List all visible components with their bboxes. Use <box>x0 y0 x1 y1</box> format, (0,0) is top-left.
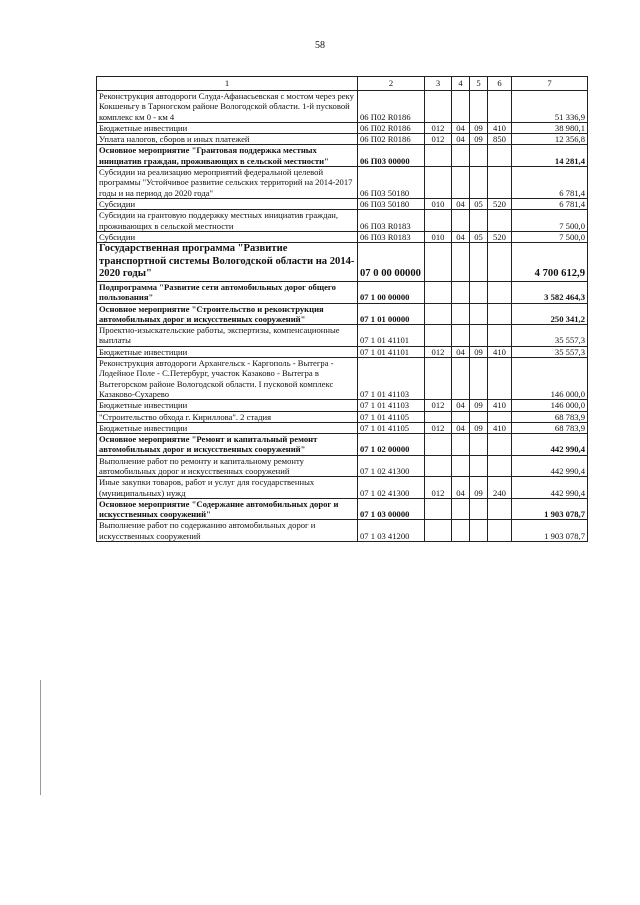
row-col4 <box>452 91 470 123</box>
row-amount: 35 557,3 <box>512 346 588 357</box>
row-col5: 09 <box>470 400 488 411</box>
row-col3 <box>425 411 452 422</box>
row-col5 <box>470 281 488 303</box>
row-col4 <box>452 145 470 167</box>
table-row <box>97 411 588 422</box>
row-col5: 09 <box>470 134 488 145</box>
row-col3 <box>425 498 452 520</box>
row-code: 06 П02 R0186 <box>358 122 425 133</box>
row-col4: 04 <box>452 122 470 133</box>
row-col4: 04 <box>452 198 470 209</box>
row-col4 <box>452 358 470 400</box>
row-code: 06 П03 R0183 <box>358 231 425 242</box>
row-amount: 68 783,9 <box>512 411 588 422</box>
row-col5 <box>470 210 488 232</box>
row-col6: 520 <box>488 198 512 209</box>
row-col6: 410 <box>488 422 512 433</box>
row-col4 <box>452 281 470 303</box>
row-name: Основное мероприятие "Строительство и реконструкция автомобильных дорог и искусственных сооружений" <box>97 303 358 325</box>
budget-table <box>96 76 588 542</box>
table-row-section <box>97 498 588 520</box>
row-code: 07 1 01 41101 <box>358 325 425 347</box>
row-col5: 09 <box>470 422 488 433</box>
row-col4 <box>452 167 470 199</box>
row-col4: 04 <box>452 477 470 499</box>
row-col3 <box>425 210 452 232</box>
table-row-section <box>97 434 588 456</box>
table-row <box>97 91 588 123</box>
row-name: Субсидии на реализацию мероприятий федеральной целевой программы "Устойчивое развитие сельских территорий на 2014-2017 годы и на период до 2020 года" <box>97 167 358 199</box>
row-name: Субсидии <box>97 231 358 242</box>
row-col6 <box>488 411 512 422</box>
row-col5 <box>470 303 488 325</box>
row-col6: 850 <box>488 134 512 145</box>
row-amount: 1 903 078,7 <box>512 498 588 520</box>
row-col3: 012 <box>425 477 452 499</box>
header-col-6: 6 <box>488 77 512 91</box>
row-col6 <box>488 455 512 477</box>
row-col5: 09 <box>470 477 488 499</box>
row-code: 07 1 03 41200 <box>358 520 425 542</box>
row-code: 07 1 03 00000 <box>358 498 425 520</box>
row-col6 <box>488 145 512 167</box>
row-name: Основное мероприятие "Ремонт и капитальный ремонт автомобильных дорог и искусственных сооружений" <box>97 434 358 456</box>
row-col3: 012 <box>425 346 452 357</box>
table-row-section <box>97 145 588 167</box>
row-col5 <box>470 434 488 456</box>
row-col5 <box>470 498 488 520</box>
row-amount: 442 990,4 <box>512 455 588 477</box>
table-row <box>97 198 588 209</box>
row-col3 <box>425 303 452 325</box>
row-col4 <box>452 520 470 542</box>
table-row <box>97 400 588 411</box>
row-code: 07 1 01 00000 <box>358 303 425 325</box>
row-col4: 04 <box>452 134 470 145</box>
row-name: Проектно-изыскательские работы, экспертизы, компенсационные выплаты <box>97 325 358 347</box>
row-amount: 14 281,4 <box>512 145 588 167</box>
row-code: 07 1 02 41300 <box>358 455 425 477</box>
table-row <box>97 520 588 542</box>
row-col3: 010 <box>425 231 452 242</box>
row-col4 <box>452 303 470 325</box>
header-col-2: 2 <box>358 77 425 91</box>
row-name: Бюджетные инвестиции <box>97 422 358 433</box>
row-col3: 012 <box>425 134 452 145</box>
row-amount: 35 557,3 <box>512 325 588 347</box>
margin-line <box>40 680 41 795</box>
row-col4 <box>452 455 470 477</box>
row-col5 <box>470 243 488 282</box>
row-col4 <box>452 411 470 422</box>
row-amount: 38 980,1 <box>512 122 588 133</box>
row-col5: 05 <box>470 198 488 209</box>
table-row <box>97 325 588 347</box>
row-col6 <box>488 243 512 282</box>
row-col3 <box>425 520 452 542</box>
row-name: Реконструкция автодороги Архангельск - Каргополь - Вытегра - Лодейное Поле - С.Петербург, участок Казаково - Вытегра в Вытегорском районе Вологодской области. I пусковой комплекс Казаково-Сухарево <box>97 358 358 400</box>
table-row <box>97 422 588 433</box>
row-col3 <box>425 281 452 303</box>
row-amount: 6 781,4 <box>512 167 588 199</box>
table-row <box>97 231 588 242</box>
row-code: 06 П03 R0183 <box>358 210 425 232</box>
table-row <box>97 455 588 477</box>
row-amount: 7 500,0 <box>512 231 588 242</box>
row-col4: 04 <box>452 422 470 433</box>
table-header-row <box>97 77 588 91</box>
table-row-program <box>97 243 588 282</box>
row-col6 <box>488 91 512 123</box>
row-col5 <box>470 411 488 422</box>
row-col4 <box>452 325 470 347</box>
header-col-4: 4 <box>452 77 470 91</box>
row-code: 07 1 02 00000 <box>358 434 425 456</box>
table-row-section <box>97 281 588 303</box>
row-col5: 09 <box>470 346 488 357</box>
row-col3 <box>425 243 452 282</box>
row-col4 <box>452 210 470 232</box>
row-amount: 12 356,8 <box>512 134 588 145</box>
row-col3: 012 <box>425 422 452 433</box>
row-col6 <box>488 281 512 303</box>
row-col6: 520 <box>488 231 512 242</box>
table-row <box>97 358 588 400</box>
row-name: Выполнение работ по содержанию автомобильных дорог и искусственных сооружений <box>97 520 358 542</box>
row-code: 07 1 02 41300 <box>358 477 425 499</box>
row-col5 <box>470 358 488 400</box>
row-col4: 04 <box>452 231 470 242</box>
table-row <box>97 167 588 199</box>
row-amount: 4 700 612,9 <box>512 243 588 282</box>
row-name: Бюджетные инвестиции <box>97 346 358 357</box>
row-code: 06 П03 50180 <box>358 167 425 199</box>
row-col6: 410 <box>488 122 512 133</box>
row-col6 <box>488 520 512 542</box>
header-col-7: 7 <box>512 77 588 91</box>
row-col4 <box>452 498 470 520</box>
row-name: Государственная программа "Развитие транспортной системы Вологодской области на 2014-2020 годы" <box>97 243 358 282</box>
row-col5 <box>470 325 488 347</box>
row-name: Бюджетные инвестиции <box>97 400 358 411</box>
row-amount: 7 500,0 <box>512 210 588 232</box>
table-row <box>97 134 588 145</box>
row-col6: 240 <box>488 477 512 499</box>
table-row <box>97 210 588 232</box>
row-name: "Строительство обхода г. Кириллова". 2 стадия <box>97 411 358 422</box>
row-name: Выполнение работ по ремонту и капитальному ремонту автомобильных дорог и искусственных сооружений <box>97 455 358 477</box>
page-number: 58 <box>315 40 325 51</box>
row-col6 <box>488 167 512 199</box>
row-col4: 04 <box>452 400 470 411</box>
header-col-1: 1 <box>97 77 358 91</box>
row-col3 <box>425 455 452 477</box>
table-row <box>97 346 588 357</box>
row-amount: 442 990,4 <box>512 477 588 499</box>
row-amount: 68 783,9 <box>512 422 588 433</box>
row-name: Основное мероприятие "Грантовая поддержка местных инициатив граждан, проживающих в сельской местности" <box>97 145 358 167</box>
row-col3 <box>425 434 452 456</box>
row-col4 <box>452 243 470 282</box>
row-col6 <box>488 210 512 232</box>
row-name: Субсидии на грантовую поддержку местных инициатив граждан, проживающих в сельской местности <box>97 210 358 232</box>
header-col-5: 5 <box>470 77 488 91</box>
row-code: 07 1 01 41105 <box>358 422 425 433</box>
row-col3 <box>425 358 452 400</box>
row-name: Бюджетные инвестиции <box>97 122 358 133</box>
row-col5: 05 <box>470 231 488 242</box>
row-col3: 012 <box>425 122 452 133</box>
row-name: Уплата налогов, сборов и иных платежей <box>97 134 358 145</box>
row-code: 07 0 00 00000 <box>358 243 425 282</box>
row-col3 <box>425 167 452 199</box>
row-code: 07 1 01 41105 <box>358 411 425 422</box>
row-col6: 410 <box>488 400 512 411</box>
row-col5 <box>470 91 488 123</box>
row-code: 07 1 00 00000 <box>358 281 425 303</box>
row-col6 <box>488 325 512 347</box>
row-code: 06 П02 R0186 <box>358 91 425 123</box>
row-col5: 09 <box>470 122 488 133</box>
row-name: Подпрограмма "Развитие сети автомобильных дорог общего пользования" <box>97 281 358 303</box>
row-col5 <box>470 167 488 199</box>
row-code: 06 П03 00000 <box>358 145 425 167</box>
row-col3 <box>425 145 452 167</box>
row-code: 06 П03 50180 <box>358 198 425 209</box>
table-row <box>97 477 588 499</box>
row-name: Основное мероприятие "Содержание автомобильных дорог и искусственных сооружений" <box>97 498 358 520</box>
row-amount: 3 582 464,3 <box>512 281 588 303</box>
row-amount: 250 341,2 <box>512 303 588 325</box>
row-col6 <box>488 434 512 456</box>
row-col3: 012 <box>425 400 452 411</box>
row-name: Субсидии <box>97 198 358 209</box>
row-col6 <box>488 303 512 325</box>
row-col6: 410 <box>488 346 512 357</box>
row-amount: 6 781,4 <box>512 198 588 209</box>
row-amount: 146 000,0 <box>512 358 588 400</box>
row-amount: 51 336,9 <box>512 91 588 123</box>
table-row-section <box>97 303 588 325</box>
row-col3 <box>425 91 452 123</box>
row-col5 <box>470 455 488 477</box>
row-col6 <box>488 498 512 520</box>
row-amount: 442 990,4 <box>512 434 588 456</box>
header-col-3: 3 <box>425 77 452 91</box>
row-col3 <box>425 325 452 347</box>
row-amount: 146 000,0 <box>512 400 588 411</box>
row-col5 <box>470 145 488 167</box>
table-row <box>97 122 588 133</box>
row-code: 07 1 01 41103 <box>358 400 425 411</box>
row-code: 07 1 01 41101 <box>358 346 425 357</box>
row-code: 07 1 01 41103 <box>358 358 425 400</box>
row-amount: 1 903 078,7 <box>512 520 588 542</box>
row-col4: 04 <box>452 346 470 357</box>
row-col3: 010 <box>425 198 452 209</box>
row-code: 06 П02 R0186 <box>358 134 425 145</box>
row-name: Реконструкция автодороги Слуда-Афанасьевская с мостом через реку Кокшеньгу в Тарногском районе Вологодской области. 1-й пусковой комплекс км 0 - км 4 <box>97 91 358 123</box>
row-col5 <box>470 520 488 542</box>
row-col6 <box>488 358 512 400</box>
row-col4 <box>452 434 470 456</box>
row-name: Иные закупки товаров, работ и услуг для государственных (муниципальных) нужд <box>97 477 358 499</box>
